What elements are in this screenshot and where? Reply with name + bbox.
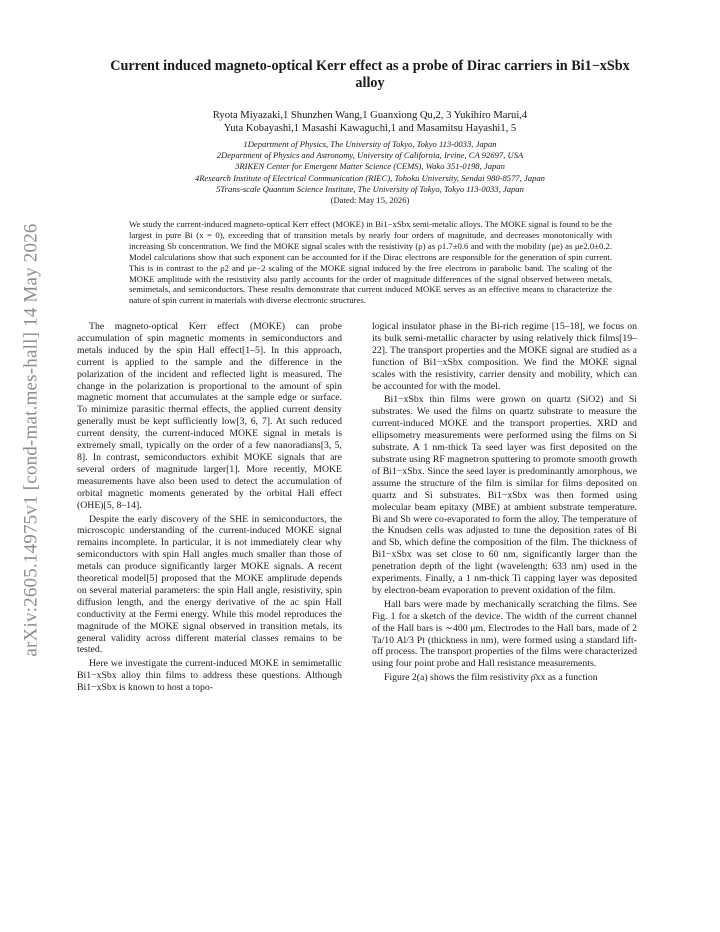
body-paragraph: The magneto-optical Kerr effect (MOKE) can probe accumulation of spin magnetic moments in semiconductors and metals induced by the spin Hall effect[1–5]. In this approach, current is applied to the sample and the difference in the polarization of the incident and reflected light is measured. The change in the polarization is proportional to the amount of spin magnetic moment that accumulates at the sample edge or surface. To minimize parasitic thermal effects, the applied current density generally must be kept sufficiently low[3, 6, 7]. At such reduced current density, the current-induced MOKE signal in metals is extremely small, typically on the order of a few nanoradians[3, 5, 8]. In contrast, semiconductors exhibit MOKE signals that are several orders of magnitude larger[1]. More recently, MOKE measurements have also been used to detect the accumulation of orbital magnetic moments generated by the orbital Hall effect (OHE)[5, 8–14]. xyxy=(77,321,342,511)
paper-title xyxy=(70,58,670,92)
authors-line-1: Ryota Miyazaki,1 Shunzhen Wang,1 Guanxiong Qu,2, 3 Yukihiro Marui,4 xyxy=(212,110,528,121)
arxiv-identifier: arXiv:2605.14975v1 [cond-mat.mes-hall] 14 May 2026 xyxy=(21,223,43,657)
body-paragraph: Bi1−xSbx thin films were grown on quartz (SiO2) and Si substrates. We used the films on quartz substrate to measure the current-induced MOKE and the transport properties. XRD and ellipsometry measurements were performed using the films on Si substrate. A 1 nm-thick Ta seed layer was first deposited on the substrate using RF magnetron sputtering to promote smooth growth of Bi1−xSbx. Since the seed layer is predominantly amorphous, we assume the structure of the film is similar for films deposited on quartz and Si substrates. Bi1−xSbx was then formed using molecular beam epitaxy (MBE) at ambient substrate temperature. Bi and Sb were co-evaporated to form the alloy. The temperature of the Knudsen cells was adjusted to tune the deposition rates of Bi and Sb, which define the composition of the film. The thickness of Bi1−xSbx was set close to 60 nm, significantly larger than the penetration depth of the light (wavelength: 633 nm) used in the experiments. Finally, a 1 nm-thick Ti capping layer was deposited by electron-beam evaporation to prevent oxidation of the film. xyxy=(372,394,637,596)
affiliation-5: 5Trans-scale Quantum Science Institute, The University of Tokyo, Tokyo 113-0033, Japan xyxy=(216,183,524,194)
author-list xyxy=(70,109,670,135)
body-paragraph: Here we investigate the current-induced MOKE in semimetallic Bi1−xSbx alloy thin films to address these questions. Although Bi1−xSbx is known to host a topo- xyxy=(77,658,342,694)
dated-line: (Dated: May 15, 2026) xyxy=(330,195,410,206)
body-paragraph: Hall bars were made by mechanically scratching the films. See Fig. 1 for a sketch of the device. The width of the current channel of the Hall bars is ∼400 μm. Electrodes to the Hall bars, made of 2 Ta/10 Al/3 Pt (thickness in nm), were formed using a standard lift-off process. The transport properties of the films were characterized using four point probe and Hall resistance measurements. xyxy=(372,598,637,670)
body-paragraph: Despite the early discovery of the SHE in semiconductors, the microscopic understanding of the current-induced MOKE signal remains incomplete. In particular, it is not immediately clear why semiconductors with spin Hall angles much smaller than those of metals can produce significantly larger MOKE signals. A recent theoretical model[5] proposed that the MOKE amplitude depends on several material parameters: the spin Hall angle, resistivity, spin diffusion length, and the energy derivative of the ac spin Hall conductivity at the Fermi energy. While this model reproduces the magnitude of the MOKE signal observed in transition metals, its general validity across different material classes remains to be tested. xyxy=(77,513,342,656)
body-paragraph-continued: logical insulator phase in the Bi-rich regime [15–18], we focus on its bulk semi-metallic character by using relatively thick films[19–22]. The transport properties and the MOKE signal are studied as a function of Bi1−xSbx composition. We find the MOKE signal scales with the resistivity, carrier density and mobility, which can be accounted for with the model. xyxy=(372,321,637,392)
affiliation-3: 3RIKEN Center for Emergent Matter Science (CEMS), Wako 351-0198, Japan xyxy=(235,161,505,172)
authors-line-2: Yuta Kobayashi,1 Masashi Kawaguchi,1 and Masamitsu Hayashi1, 5 xyxy=(223,123,517,134)
title-line-1: Current induced magneto-optical Kerr effect as a probe of Dirac carriers in Bi1−xSbx xyxy=(110,58,630,74)
body-column-left xyxy=(77,321,342,694)
affiliation-4: 4Research Institute of Electrical Communication (RIEC), Tohoku University, Sendai 980-8577, Japan xyxy=(195,172,545,183)
title-line-2: alloy xyxy=(355,75,385,91)
body-column-right xyxy=(372,321,637,684)
affiliation-2: 2Department of Physics and Astronomy, University of California, Irvine, CA 92697, USA xyxy=(216,150,524,161)
affiliation-list xyxy=(70,139,670,206)
arxiv-sidebar xyxy=(12,210,52,670)
abstract: We study the current-induced magneto-optical Kerr effect (MOKE) in Bi1−xSbx semi-metalic alloys. The MOKE signal is found to be the largest in pure Bi (x = 0), exceeding that of transition metals by nearly four orders of magnitude, and decreases monotonically with increasing Sb concentration. We find the MOKE signal scales with the resistivity (ρ) as ρ1.7±0.6 and with the mobility (μe) as μe2.0±0.2. Model calculations show that such exponent can be accounted for if the Dirac electrons are responsible for the generation of spin current. This is in contrast to the ρ2 and μe−2 scaling of the MOKE signal induced by the free electrons in parabolic band. The scaling of the MOKE amplitude with the resistivity also partly accounts for the order of magnitude differences of the signal observed between metals, semimetals, and semiconductors. These results demonstrate that current induced MOKE serves as an effective means to characterize the nature of spin current in materials with diverse electronic structures. xyxy=(129,219,612,306)
body-paragraph: Figure 2(a) shows the film resistivity ρ̄xx as a function xyxy=(384,672,598,684)
affiliation-1: 1Department of Physics, The University of Tokyo, Tokyo 113-0033, Japan xyxy=(243,139,497,149)
